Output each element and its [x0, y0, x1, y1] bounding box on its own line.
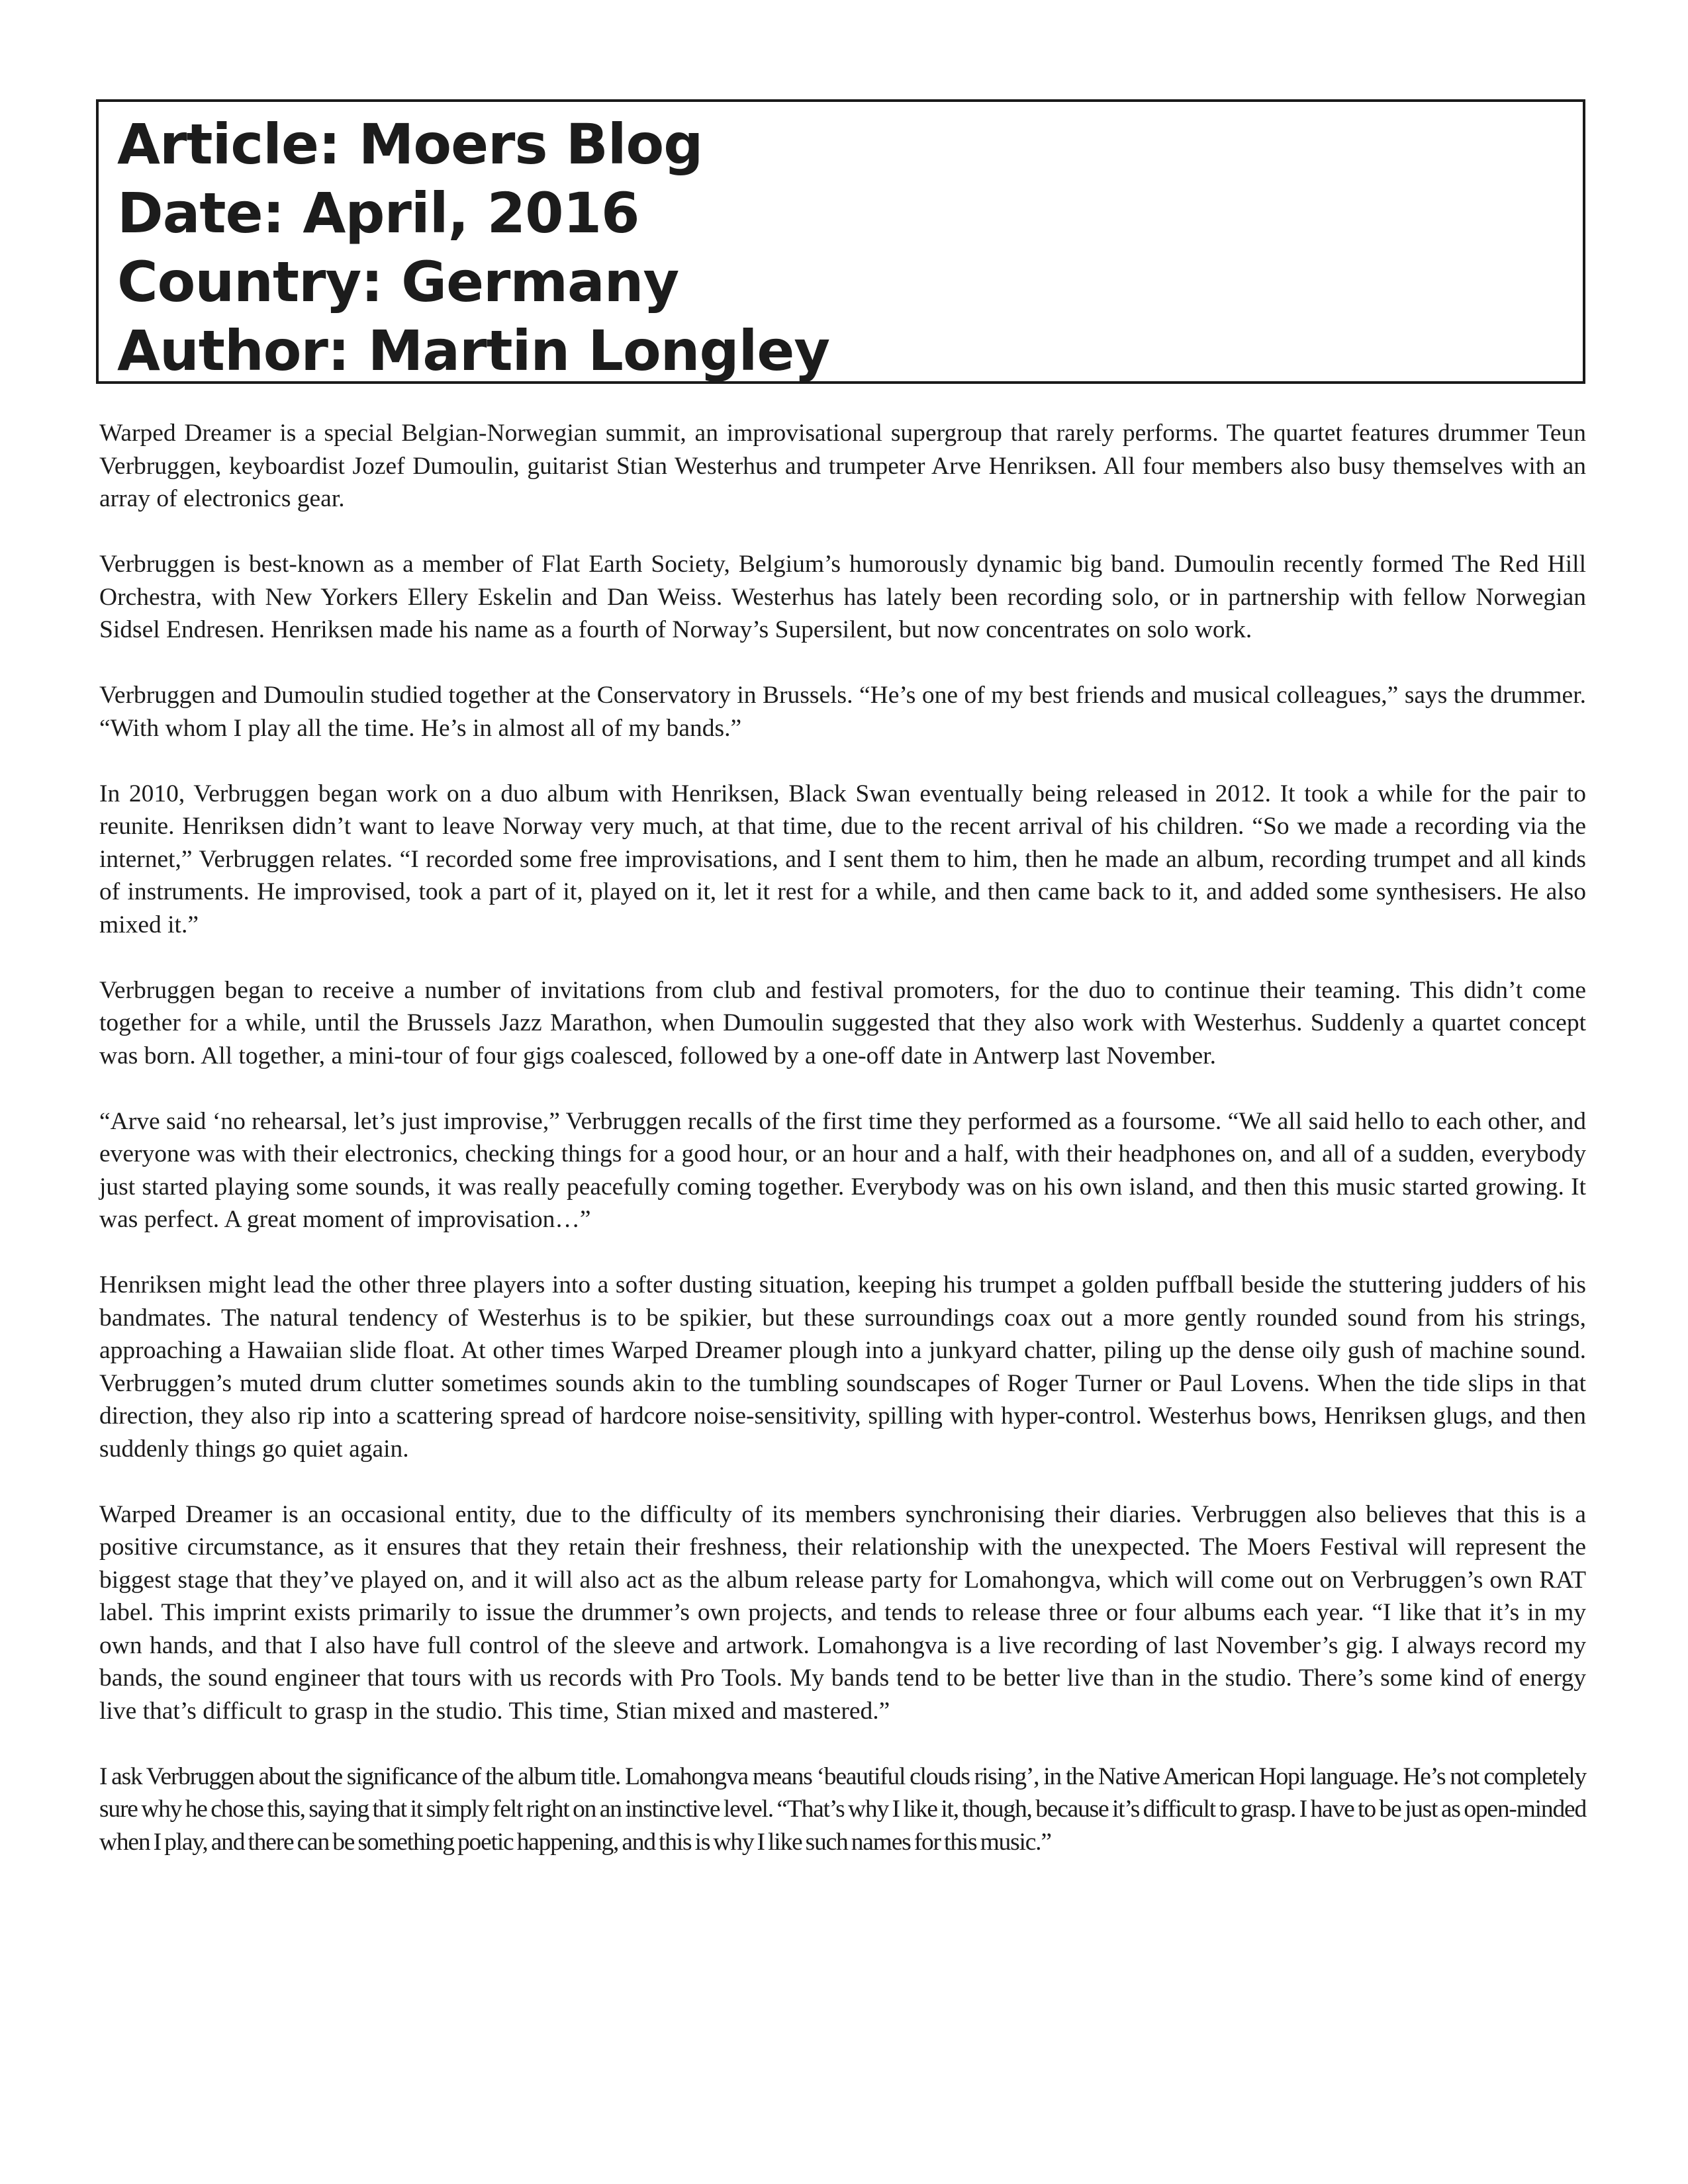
article-country: Country: Germany	[117, 250, 679, 314]
paragraph: In 2010, Verbruggen began work on a duo album with Henriksen, Black Swan eventually being released in 2012. It took a while for the pair to reunite. Henriksen didn’t want to leave Norway very much, at that time, due to the recent arrival of his children. “So we made a recording via the internet,” Verbruggen relates. “I recorded some free improvisations, and I sent them to him, then he made an album, recording trumpet and all kinds of instruments. He improvised, took a part of it, played on it, let it rest for a while, and then came back to it, and added some synthesisers. He also mixed it.”	[99, 780, 1586, 938]
paragraph: “Arve said ‘no rehearsal, let’s just improvise,” Verbruggen recalls of the first time they performed as a foursome. “We all said hello to each other, and everyone was with their electronics, checking things for a good hour, or an hour and a half, with their headphones on, and all of a sudden, everybody just started playing some sounds, it was really peacefully coming together. Everybody was on his own island, and then this music started growing. It was perfect. A great moment of improvisation…”	[99, 1107, 1586, 1233]
article-date: Date: April, 2016	[117, 181, 639, 246]
article-info-box	[96, 99, 1585, 384]
article-title: Article: Moers Blog	[117, 112, 703, 177]
article-author: Author: Martin Longley	[117, 318, 830, 383]
paragraph: Verbruggen and Dumoulin studied together at the Conservatory in Brussels. “He’s one of my best friends and musical colleagues,” says the drummer. “With whom I play all the time. He’s in almost all of my bands.”	[99, 682, 1586, 742]
paragraph: Henriksen might lead the other three players into a softer dusting situation, keeping his trumpet a golden puffball beside the stuttering judders of his bandmates. The natural tendency of Westerhus is to be spikier, but these surroundings coax out a more gently rounded sound from his strings, approaching a Hawaiian slide float. At other times Warped Dreamer plough into a junkyard chatter, piling up the dense oily gush of machine sound. Verbruggen’s muted drum clutter sometimes sounds akin to the tumbling soundscapes of Roger Turner or Paul Lovens. When the tide slips in that direction, they also rip into a scattering spread of hardcore noise-sensitivity, spilling with hyper-control. Westerhus bows, Henriksen glugs, and then suddenly things go quiet again.	[99, 1271, 1586, 1463]
paragraph: Warped Dreamer is an occasional entity, due to the difficulty of its members synchronising their diaries. Verbruggen also believes that this is a positive circumstance, as it ensures that they retain their freshness, their relationship with the unexpected. The Moers Festival will represent the biggest stage that they’ve played on, and it will also act as the album release party for Lomahongva, which will come out on Verbruggen’s own RAT label. This imprint exists primarily to issue the drummer’s own projects, and tends to release three or four albums each year. “I like that it’s in my own hands, and that I also have full control of the sleeve and artwork. Lomahongva is a live recording of last November’s gig. I always record my bands, the sound engineer that tours with us records with Pro Tools. My bands tend to be better live than in the studio. There’s some kind of energy live that’s difficult to grasp in the studio. This time, Stian mixed and mastered.”	[99, 1500, 1586, 1725]
paragraph: Warped Dreamer is a special Belgian-Norwegian summit, an improvisational supergroup that rarely performs. The quartet features drummer Teun Verbruggen, keyboardist Jozef Dumoulin, guitarist Stian Westerhus and trumpeter Arve Henriksen. All four members also busy themselves with an array of electronics gear.	[99, 420, 1586, 512]
article-body	[99, 417, 1586, 1891]
paragraph: I ask Verbruggen about the significance of the album title. Lomahongva means ‘beautiful clouds rising’, in the Native American Hopi language. He’s not completely sure why he chose this, saying that it simply felt right on an instinctive level. “That’s why I like it, though, because it’s difficult to grasp. I have to be just as open-minded when I play, and there can be something poetic happening, and this is why I like such names for this music.”	[99, 1762, 1586, 1856]
paragraph: Verbruggen is best-known as a member of Flat Earth Society, Belgium’s humorously dynamic big band. Dumoulin recently formed The Red Hill Orchestra, with New Yorkers Ellery Eskelin and Dan Weiss. Westerhus has lately been recording solo, or in partnership with fellow Norwegian Sidsel Endresen. Henriksen made his name as a fourth of Norway’s Supersilent, but now concentrates on solo work.	[99, 551, 1586, 643]
paragraph: Verbruggen began to receive a number of invitations from club and festival promoters, for the duo to continue their teaming. This didn’t come together for a while, until the Brussels Jazz Marathon, when Dumoulin suggested that they also work with Westerhus. Suddenly a quartet concept was born. All together, a mini-tour of four gigs coalesced, followed by a one-off date in Antwerp last November.	[99, 976, 1586, 1069]
